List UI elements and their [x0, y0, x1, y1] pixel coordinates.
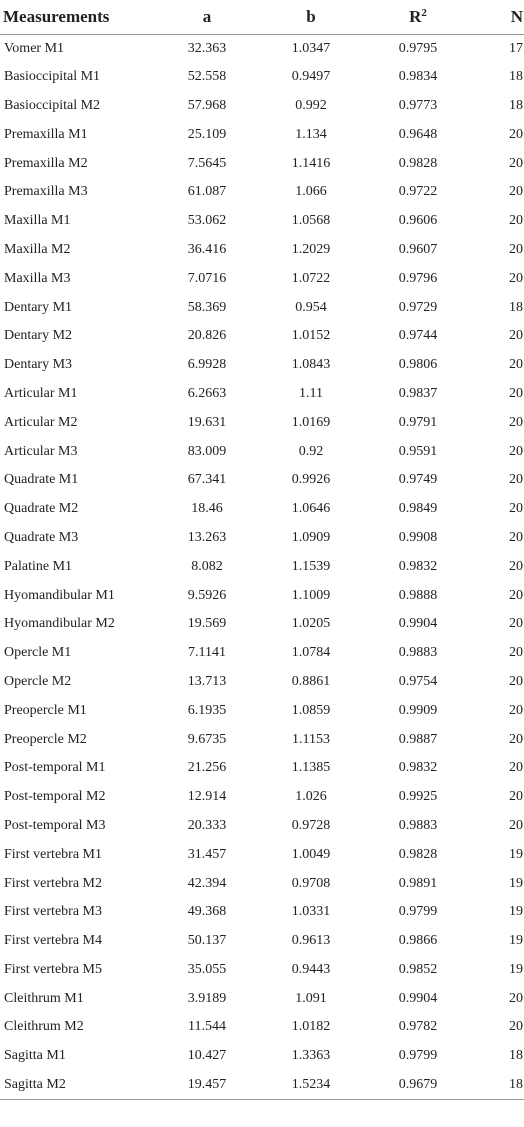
cell-a: 9.6735 — [187, 731, 227, 747]
cell-a: 49.368 — [187, 904, 227, 920]
cell-n: 18 — [509, 69, 523, 85]
cell-r-squared: 0.9722 — [398, 184, 438, 200]
cell-n: 20 — [509, 414, 523, 430]
cell-n: 17 — [509, 40, 523, 56]
table-row — [0, 869, 524, 898]
table-row — [0, 120, 524, 149]
cell-a: 67.341 — [187, 472, 227, 488]
cell-b: 1.5234 — [259, 1071, 363, 1100]
cell-n: 20 — [509, 1019, 523, 1035]
cell-measurement: Articular M2 — [4, 414, 78, 430]
cell-r-squared: 0.9806 — [398, 357, 438, 373]
cell-a: 52.558 — [187, 69, 227, 85]
cell-r-squared: 0.9849 — [398, 501, 438, 517]
cell-measurement: Premaxilla M2 — [4, 155, 88, 171]
cell-r-squared: 0.9591 — [398, 443, 438, 459]
cell-measurement: First vertebra M1 — [4, 846, 102, 862]
cell-n: 20 — [509, 645, 523, 661]
cell-r-squared: 0.9904 — [398, 990, 438, 1006]
table-row — [0, 725, 524, 754]
cell-r-squared: 0.9606 — [398, 213, 438, 229]
table-row — [0, 812, 524, 841]
cell-a: 18.46 — [191, 501, 223, 517]
cell-a: 11.544 — [188, 1019, 226, 1035]
cell-r-squared: 0.9888 — [398, 587, 438, 603]
cell-a: 3.9189 — [187, 990, 227, 1006]
cell-n: 20 — [509, 241, 523, 257]
cell-a: 35.055 — [187, 961, 227, 977]
cell-r-squared: 0.9832 — [398, 558, 438, 574]
cell-a: 8.082 — [191, 558, 223, 574]
cell-n: 20 — [509, 357, 523, 373]
cell-measurement: Cleithrum M1 — [4, 990, 84, 1006]
cell-a: 19.569 — [187, 616, 227, 632]
cell-r-squared: 0.9791 — [398, 414, 438, 430]
cell-measurement: First vertebra M2 — [4, 875, 102, 891]
cell-b: 0.8861 — [291, 673, 331, 689]
table-row — [0, 927, 524, 956]
header-a: a — [155, 0, 259, 34]
cell-b: 1.1539 — [291, 558, 331, 574]
cell-n: 19 — [509, 933, 523, 949]
cell-b: 1.0568 — [291, 213, 331, 229]
cell-a: 7.1141 — [188, 645, 226, 661]
cell-r-squared: 0.9749 — [398, 472, 438, 488]
table-row — [0, 34, 524, 63]
cell-n: 19 — [509, 961, 523, 977]
cell-r-squared: 0.9925 — [398, 789, 438, 805]
cell-a: 58.369 — [187, 299, 227, 315]
cell-b: 1.1385 — [291, 760, 331, 776]
table-row — [0, 293, 524, 322]
cell-n: 19 — [509, 875, 523, 891]
table-row — [0, 840, 524, 869]
cell-measurement: Post-temporal M3 — [4, 817, 106, 833]
cell-measurement: Maxilla M2 — [4, 241, 71, 257]
cell-n: 18 — [509, 97, 523, 113]
cell-a: 10.427 — [187, 1048, 227, 1064]
table-row — [0, 178, 524, 207]
cell-measurement: Vomer M1 — [4, 40, 65, 56]
cell-n: 20 — [509, 270, 523, 286]
cell-r-squared: 0.9834 — [398, 69, 438, 85]
table-row — [0, 437, 524, 466]
cell-a: 20.333 — [187, 817, 227, 833]
cell-measurement: Basioccipital M1 — [4, 69, 101, 85]
cell-r-squared: 0.9648 — [398, 126, 438, 142]
cell-n: 20 — [509, 328, 523, 344]
header-row — [0, 0, 524, 34]
cell-r-squared: 0.9837 — [398, 385, 438, 401]
cell-b: 1.0049 — [291, 846, 331, 862]
table-row — [0, 898, 524, 927]
cell-b: 1.0347 — [291, 40, 331, 56]
cell-a: 42.394 — [187, 875, 227, 891]
cell-r-squared: 0.9891 — [398, 875, 438, 891]
cell-measurement: Preopercle M1 — [4, 702, 87, 718]
table-row — [0, 149, 524, 178]
table-row — [0, 495, 524, 524]
cell-measurement: Quadrate M2 — [4, 501, 79, 517]
cell-n: 20 — [509, 501, 523, 517]
cell-measurement: Preopercle M2 — [4, 731, 87, 747]
cell-b: 0.92 — [298, 443, 324, 459]
cell-r-squared: 0.9782 — [398, 1019, 438, 1035]
cell-n: 19 — [509, 904, 523, 920]
cell-b: 1.11 — [299, 385, 323, 401]
cell-r-squared: 0.9904 — [398, 616, 438, 632]
cell-measurement: Cleithrum M2 — [4, 1019, 84, 1035]
cell-a: 13.263 — [187, 529, 227, 545]
header-r-base: R — [409, 6, 422, 26]
cell-n: 18 — [473, 1071, 524, 1100]
table-row — [0, 1013, 524, 1042]
cell-measurement: Post-temporal M1 — [4, 760, 106, 776]
cell-b: 1.0205 — [291, 616, 331, 632]
cell-measurement: Sagitta M1 — [4, 1048, 66, 1064]
table-row — [0, 1071, 524, 1100]
cell-measurement: Premaxilla M1 — [4, 126, 88, 142]
cell-r-squared: 0.9773 — [398, 97, 438, 113]
cell-b: 1.0859 — [291, 702, 331, 718]
cell-a: 57.968 — [187, 97, 227, 113]
cell-r-squared: 0.9887 — [398, 731, 438, 747]
cell-r-squared: 0.9908 — [398, 529, 438, 545]
cell-b: 0.9708 — [291, 875, 331, 891]
cell-a: 13.713 — [187, 673, 227, 689]
cell-b: 0.9443 — [291, 961, 331, 977]
table-row — [0, 581, 524, 610]
cell-b: 1.0331 — [291, 904, 331, 920]
cell-measurement: Quadrate M1 — [4, 472, 79, 488]
cell-b: 1.1416 — [291, 155, 331, 171]
cell-r-squared: 0.9607 — [398, 241, 438, 257]
cell-r-squared: 0.9883 — [398, 645, 438, 661]
cell-b: 1.0722 — [291, 270, 331, 286]
cell-b: 1.1009 — [291, 587, 331, 603]
cell-a: 19.457 — [155, 1071, 259, 1100]
cell-a: 9.5926 — [187, 587, 227, 603]
cell-a: 21.256 — [187, 760, 227, 776]
cell-a: 25.109 — [187, 126, 227, 142]
cell-b: 0.992 — [295, 97, 327, 113]
table-row — [0, 63, 524, 92]
table-row — [0, 524, 524, 553]
cell-n: 20 — [509, 587, 523, 603]
cell-a: 20.826 — [187, 328, 227, 344]
cell-b: 1.0152 — [291, 328, 331, 344]
cell-measurement: Hyomandibular M1 — [4, 587, 115, 603]
cell-n: 19 — [509, 846, 523, 862]
cell-measurement: Maxilla M1 — [4, 213, 71, 229]
cell-r-squared: 0.9754 — [398, 673, 438, 689]
cell-b: 1.1153 — [292, 731, 330, 747]
cell-b: 0.9613 — [291, 933, 331, 949]
cell-r-squared: 0.9909 — [398, 702, 438, 718]
table-row — [0, 380, 524, 409]
cell-n: 20 — [509, 702, 523, 718]
cell-r-squared: 0.9852 — [398, 961, 438, 977]
cell-measurement: Hyomandibular M2 — [4, 616, 115, 632]
cell-n: 18 — [509, 299, 523, 315]
cell-b: 1.0843 — [291, 357, 331, 373]
cell-r-squared: 0.9883 — [398, 817, 438, 833]
cell-n: 20 — [509, 443, 523, 459]
cell-measurement: Dentary M3 — [4, 357, 73, 373]
cell-n: 20 — [509, 213, 523, 229]
cell-r-squared: 0.9744 — [398, 328, 438, 344]
cell-b: 1.0784 — [291, 645, 331, 661]
cell-r-squared: 0.9799 — [398, 1048, 438, 1064]
cell-measurement: Dentary M2 — [4, 328, 73, 344]
table-row — [0, 696, 524, 725]
cell-r-squared: 0.9795 — [398, 40, 438, 56]
header-r-superscript: 2 — [421, 6, 427, 19]
cell-r-squared: 0.9866 — [398, 933, 438, 949]
cell-b: 1.091 — [295, 990, 327, 1006]
cell-measurement: Sagitta M2 — [0, 1071, 155, 1100]
cell-n: 20 — [509, 385, 523, 401]
table-row — [0, 466, 524, 495]
table-header — [0, 0, 524, 34]
cell-a: 12.914 — [187, 789, 227, 805]
cell-a: 6.9928 — [187, 357, 227, 373]
table-body — [0, 34, 524, 1099]
cell-n: 20 — [509, 731, 523, 747]
cell-a: 7.0716 — [187, 270, 227, 286]
cell-a: 6.2663 — [187, 385, 227, 401]
table-row — [0, 956, 524, 985]
cell-r-squared: 0.9832 — [398, 760, 438, 776]
cell-b: 1.134 — [295, 126, 327, 142]
cell-n: 20 — [509, 126, 523, 142]
cell-b: 1.0646 — [291, 501, 331, 517]
cell-measurement: Quadrate M3 — [4, 529, 79, 545]
cell-measurement: Premaxilla M3 — [4, 184, 88, 200]
cell-a: 19.631 — [187, 414, 227, 430]
table-row — [0, 984, 524, 1013]
table-row — [0, 408, 524, 437]
cell-measurement: Post-temporal M2 — [4, 789, 106, 805]
cell-n: 20 — [509, 472, 523, 488]
cell-a: 32.363 — [187, 40, 227, 56]
table-row — [0, 668, 524, 697]
cell-n: 20 — [509, 789, 523, 805]
cell-measurement: Maxilla M3 — [4, 270, 71, 286]
cell-n: 20 — [509, 673, 523, 689]
cell-b: 1.2029 — [291, 241, 331, 257]
cell-a: 36.416 — [187, 241, 227, 257]
table-row — [0, 236, 524, 265]
cell-a: 31.457 — [187, 846, 227, 862]
cell-b: 0.9497 — [291, 69, 331, 85]
header-measurements: Measurements — [0, 0, 155, 34]
header-r-squared — [363, 0, 473, 34]
table-row — [0, 92, 524, 121]
cell-measurement: Dentary M1 — [4, 299, 73, 315]
cell-r-squared: 0.9828 — [398, 155, 438, 171]
cell-b: 1.3363 — [291, 1048, 331, 1064]
cell-n: 20 — [509, 616, 523, 632]
cell-n: 20 — [509, 184, 523, 200]
header-n: N — [473, 0, 524, 34]
cell-b: 1.026 — [295, 789, 327, 805]
table-row — [0, 552, 524, 581]
cell-b: 0.9728 — [291, 817, 331, 833]
cell-n: 20 — [509, 817, 523, 833]
cell-a: 6.1935 — [187, 702, 227, 718]
cell-n: 20 — [509, 155, 523, 171]
cell-measurement: First vertebra M3 — [4, 904, 102, 920]
table-row — [0, 754, 524, 783]
cell-measurement: Articular M1 — [4, 385, 78, 401]
table-row — [0, 783, 524, 812]
table-row — [0, 610, 524, 639]
cell-b: 0.9926 — [291, 472, 331, 488]
cell-a: 61.087 — [187, 184, 227, 200]
cell-measurement: Basioccipital M2 — [4, 97, 101, 113]
header-b: b — [259, 0, 363, 34]
cell-a: 7.5645 — [187, 155, 227, 171]
cell-b: 1.0169 — [291, 414, 331, 430]
cell-r-squared: 0.9828 — [398, 846, 438, 862]
cell-measurement: First vertebra M4 — [4, 933, 102, 949]
cell-b: 1.0909 — [291, 529, 331, 545]
cell-a: 53.062 — [187, 213, 227, 229]
cell-measurement: Articular M3 — [4, 443, 78, 459]
cell-a: 50.137 — [187, 933, 227, 949]
cell-n: 20 — [509, 990, 523, 1006]
table-row — [0, 322, 524, 351]
cell-measurement: Palatine M1 — [4, 558, 73, 574]
table-row — [0, 264, 524, 293]
table-row — [0, 639, 524, 668]
table-row — [0, 207, 524, 236]
cell-n: 20 — [509, 558, 523, 574]
cell-r-squared: 0.9796 — [398, 270, 438, 286]
cell-measurement: Opercle M2 — [4, 673, 72, 689]
cell-n: 20 — [509, 529, 523, 545]
table-row — [0, 1042, 524, 1071]
cell-r-squared: 0.9679 — [363, 1071, 473, 1100]
cell-r-squared: 0.9799 — [398, 904, 438, 920]
cell-b: 0.954 — [295, 299, 327, 315]
cell-a: 83.009 — [187, 443, 227, 459]
cell-b: 1.066 — [295, 184, 327, 200]
cell-n: 20 — [509, 760, 523, 776]
cell-r-squared: 0.9729 — [398, 299, 438, 315]
cell-measurement: First vertebra M5 — [4, 961, 102, 977]
cell-n: 18 — [509, 1048, 523, 1064]
table-row — [0, 351, 524, 380]
cell-b: 1.0182 — [291, 1019, 331, 1035]
cell-measurement: Opercle M1 — [4, 645, 72, 661]
